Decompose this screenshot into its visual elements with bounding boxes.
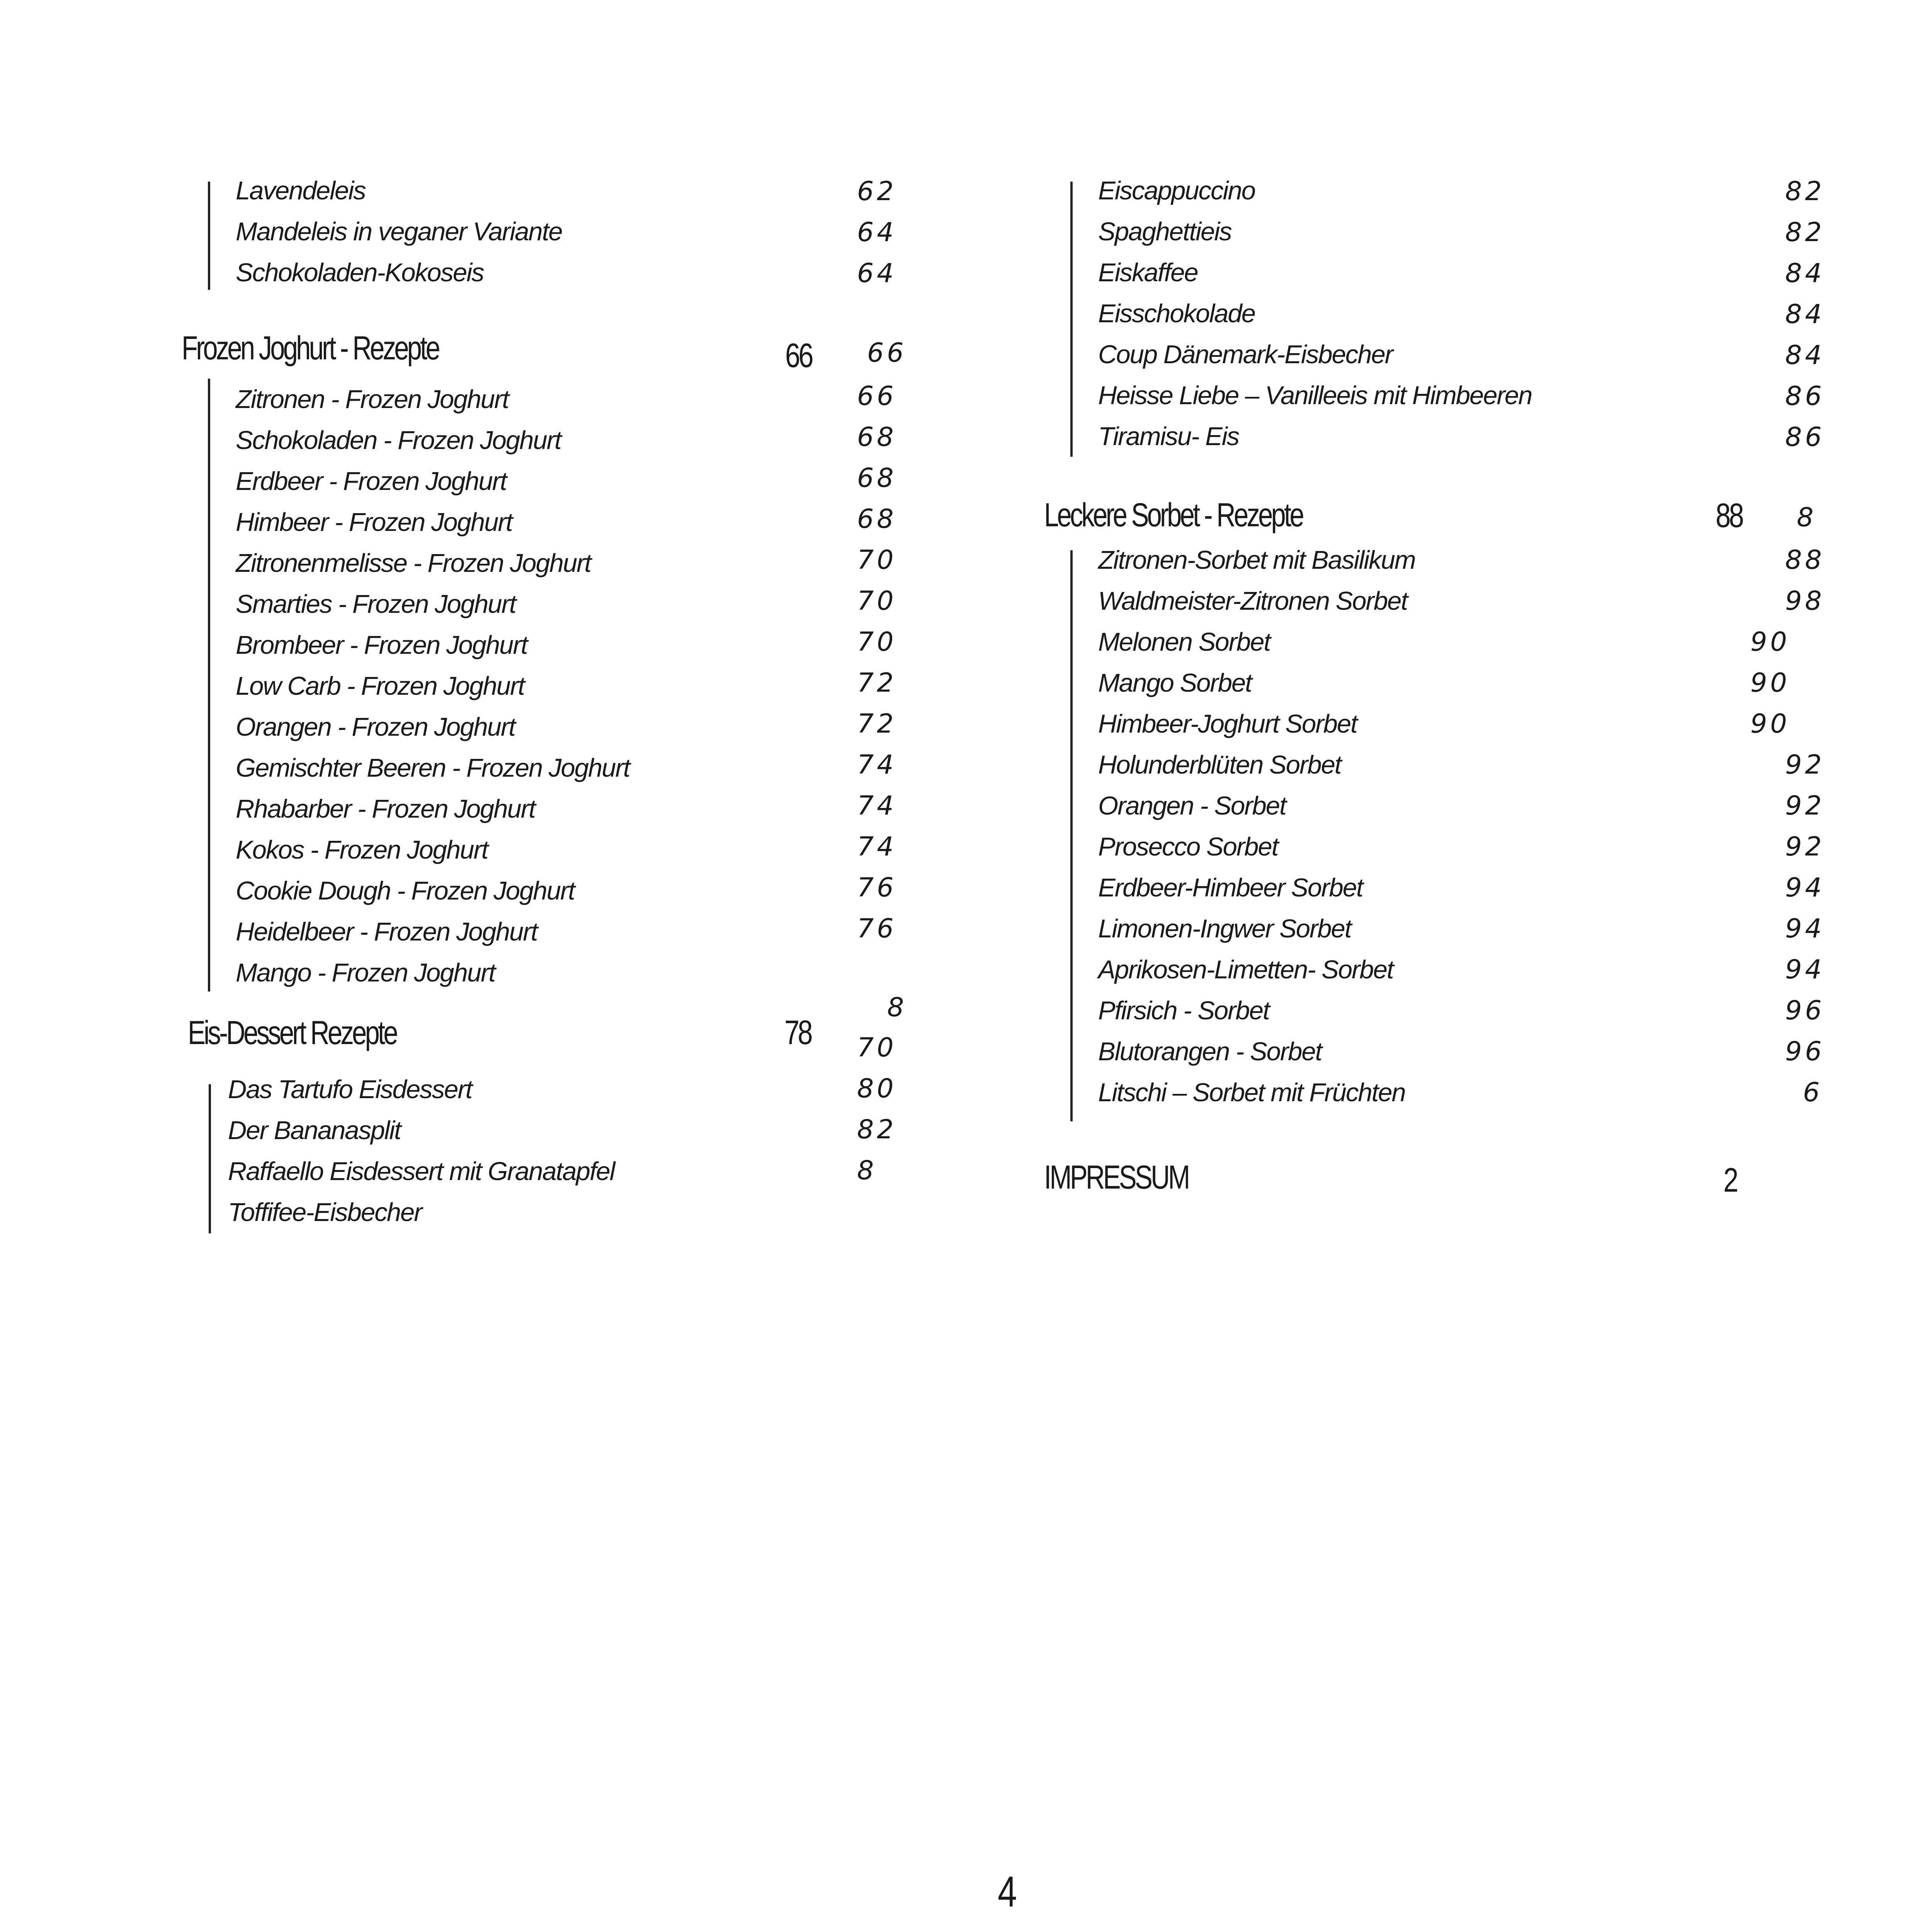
toc-page-number: 6 xyxy=(1803,1077,1823,1108)
right-top-bar xyxy=(1070,182,1073,457)
toc-page-number: 84 xyxy=(1785,299,1825,330)
toc-page-number: 80 xyxy=(857,1073,897,1104)
toc-page-number: 70 xyxy=(857,627,897,657)
toc-page-number: 88 xyxy=(1785,545,1825,575)
toc-entry[interactable]: Raffaello Eisdessert mit Granatapfel xyxy=(228,1157,615,1186)
toc-entry[interactable]: Himbeer-Joghurt Sorbet xyxy=(1098,709,1357,738)
section-heading-impressum[interactable]: IMPRESSUM xyxy=(1044,1159,1189,1196)
toc-entry[interactable]: Mango Sorbet xyxy=(1098,668,1252,697)
toc-page-number: 82 xyxy=(1785,217,1825,248)
toc-entry[interactable]: Waldmeister-Zitronen Sorbet xyxy=(1098,587,1407,616)
toc-page-number: 8 xyxy=(857,1155,877,1186)
toc-page-number: 68 xyxy=(857,504,897,534)
section-heading-frozen-joghurt[interactable]: Frozen Joghurt - Rezepte xyxy=(182,330,439,367)
toc-page-number: 96 xyxy=(1785,1036,1825,1067)
toc-entry[interactable]: Zitronen - Frozen Joghurt xyxy=(236,385,509,414)
toc-entry[interactable]: Tiramisu- Eis xyxy=(1098,422,1239,451)
toc-page-number: 64 xyxy=(857,258,897,289)
section-page-number-alt: 66 xyxy=(867,338,907,368)
toc-page-number: 62 xyxy=(857,176,897,207)
section-page-number: 2 xyxy=(1723,1161,1737,1199)
toc-page-number: 96 xyxy=(1785,995,1825,1026)
section-heading-eis-dessert[interactable]: Eis-Dessert Rezepte xyxy=(188,1014,396,1051)
toc-page-number: 94 xyxy=(1785,872,1825,903)
toc-entry[interactable]: Eisschokolade xyxy=(1098,299,1255,328)
toc-page-number: 66 xyxy=(857,381,897,412)
toc-entry[interactable]: Schokoladen - Frozen Joghurt xyxy=(236,426,561,455)
toc-entry[interactable]: Heidelbeer - Frozen Joghurt xyxy=(236,917,537,946)
toc-page-number: 70 xyxy=(857,586,897,616)
toc-entry[interactable]: Heisse Liebe – Vanilleeis mit Himbeeren xyxy=(1098,381,1532,410)
section-heading-sorbet[interactable]: Leckere Sorbet - Rezepte xyxy=(1044,497,1303,534)
section-page-number: 88 xyxy=(1716,496,1742,534)
toc-page-number: 92 xyxy=(1785,791,1825,821)
toc-entry[interactable]: Coup Dänemark-Eisbecher xyxy=(1098,340,1393,369)
toc-entry[interactable]: Kokos - Frozen Joghurt xyxy=(236,835,488,864)
dessert-section-bar xyxy=(209,1084,211,1233)
toc-entry[interactable]: Eiskaffee xyxy=(1098,258,1198,287)
toc-page-number: 74 xyxy=(857,832,897,862)
toc-entry[interactable]: Mango - Frozen Joghurt xyxy=(236,958,495,987)
toc-page-number: 90 xyxy=(1750,627,1790,657)
frozen-section-bar xyxy=(208,379,210,992)
toc-page-number: 94 xyxy=(1785,913,1825,944)
toc-page-number: 8 xyxy=(887,992,907,1023)
toc-page-number: 74 xyxy=(857,791,897,821)
toc-entry[interactable]: Gemischter Beeren - Frozen Joghurt xyxy=(236,753,630,782)
toc-page-number: 72 xyxy=(857,709,897,739)
toc-entry[interactable]: Zitronenmelisse - Frozen Joghurt xyxy=(236,549,591,578)
toc-entry[interactable]: Himbeer - Frozen Joghurt xyxy=(236,508,512,537)
toc-page-number: 72 xyxy=(857,668,897,698)
toc-entry[interactable]: Litschi – Sorbet mit Früchten xyxy=(1098,1078,1405,1107)
sorbet-section-bar xyxy=(1070,550,1073,1121)
toc-entry[interactable]: Melonen Sorbet xyxy=(1098,628,1270,656)
toc-page-number: 86 xyxy=(1785,422,1825,452)
toc-entry[interactable]: Zitronen-Sorbet mit Basilikum xyxy=(1098,546,1415,575)
toc-page-number: 68 xyxy=(857,422,897,452)
toc-entry[interactable]: Orangen - Frozen Joghurt xyxy=(236,713,515,742)
section-page-number-alt: 70 xyxy=(857,1032,897,1063)
toc-entry[interactable]: Low Carb - Frozen Joghurt xyxy=(236,672,524,701)
toc-entry[interactable]: Pfirsich - Sorbet xyxy=(1098,996,1269,1025)
toc-entry[interactable]: Limonen-Ingwer Sorbet xyxy=(1098,914,1351,943)
toc-page-number: 92 xyxy=(1785,750,1825,780)
toc-page-number: 84 xyxy=(1785,340,1825,371)
toc-page-number: 90 xyxy=(1750,709,1790,739)
toc-entry[interactable]: Aprikosen-Limetten- Sorbet xyxy=(1098,955,1393,984)
toc-entry[interactable]: Schokoladen-Kokoseis xyxy=(236,258,484,287)
toc-page-number: 68 xyxy=(857,463,897,493)
section-page-number: 66 xyxy=(785,336,812,374)
toc-page-number: 84 xyxy=(1785,258,1825,289)
toc-entry[interactable]: Mandeleis in veganer Variante xyxy=(236,217,562,246)
toc-page-number: 86 xyxy=(1785,381,1825,412)
toc-entry[interactable]: Orangen - Sorbet xyxy=(1098,791,1286,820)
toc-page-number: 90 xyxy=(1750,668,1790,698)
toc-page-number: 76 xyxy=(857,913,897,944)
toc-entry[interactable]: Brombeer - Frozen Joghurt xyxy=(236,631,527,660)
toc-entry[interactable]: Lavendeleis xyxy=(236,176,366,205)
toc-page-number: 70 xyxy=(857,545,897,575)
toc-entry[interactable]: Toffifee-Eisbecher xyxy=(228,1198,422,1227)
page-number: 4 xyxy=(998,1867,1017,1916)
toc-entry[interactable]: Erdbeer-Himbeer Sorbet xyxy=(1098,873,1363,902)
toc-entry[interactable]: Blutorangen - Sorbet xyxy=(1098,1037,1322,1066)
toc-entry[interactable]: Das Tartufo Eisdessert xyxy=(228,1075,472,1104)
toc-page-number: 98 xyxy=(1785,586,1825,616)
toc-page-number: 74 xyxy=(857,750,897,780)
toc-entry[interactable]: Spaghettieis xyxy=(1098,217,1231,246)
section-page-number: 78 xyxy=(784,1013,811,1051)
toc-entry[interactable]: Der Bananasplit xyxy=(228,1116,401,1145)
toc-entry[interactable]: Cookie Dough - Frozen Joghurt xyxy=(236,876,575,905)
toc-page-number: 82 xyxy=(1785,176,1825,207)
toc-entry[interactable]: Smarties - Frozen Joghurt xyxy=(236,590,516,619)
toc-entry[interactable]: Prosecco Sorbet xyxy=(1098,832,1278,861)
toc-page-number: 92 xyxy=(1785,832,1825,862)
section-page-number-alt: 8 xyxy=(1797,502,1817,533)
left-top-bar xyxy=(208,182,210,290)
toc-entry[interactable]: Rhabarber - Frozen Joghurt xyxy=(236,794,535,823)
toc-page-number: 94 xyxy=(1785,954,1825,985)
toc-page-number: 82 xyxy=(857,1114,897,1145)
toc-entry[interactable]: Eiscappuccino xyxy=(1098,176,1255,205)
toc-entry[interactable]: Holunderblüten Sorbet xyxy=(1098,750,1341,779)
toc-page-number: 64 xyxy=(857,217,897,248)
toc-page-number: 76 xyxy=(857,872,897,903)
toc-entry[interactable]: Erdbeer - Frozen Joghurt xyxy=(236,467,507,496)
